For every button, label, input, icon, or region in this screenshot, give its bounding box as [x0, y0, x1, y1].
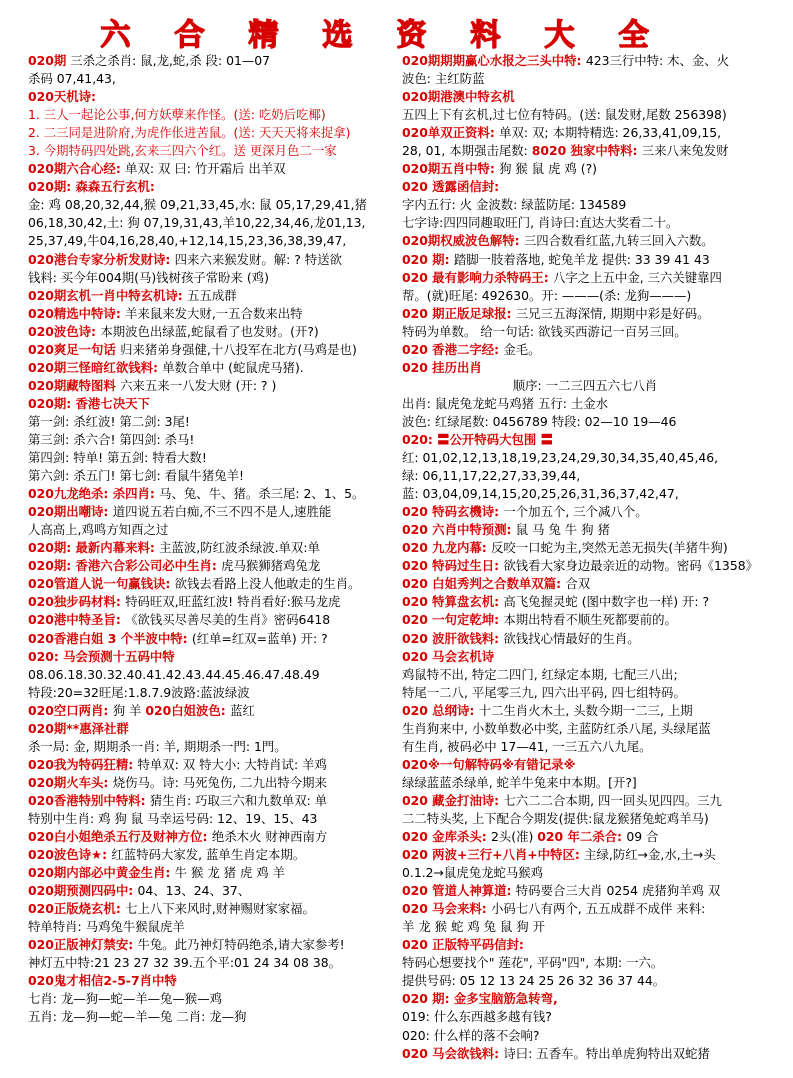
line-text: 第六剑: 杀五门! 第七剑: 看鼠牛猪兔羊! — [28, 468, 244, 484]
line-text: 红蓝特码大家发, 蓝单生肖定本期。 — [111, 847, 306, 863]
line-text: 归来猪弟身强健,十八投军在北方(马鸡是也) — [120, 341, 357, 357]
line-text: 2. 二三同是进阶府,为虎作伥进苦鼠。(送: 天天天将来捉拿) — [28, 125, 351, 141]
left-line — [28, 160, 400, 178]
section-heading: 020期: 最新内幕来料: — [28, 540, 160, 556]
section-heading: 020精选中特诗: — [28, 305, 126, 321]
line-text: 09 合 — [626, 829, 659, 845]
left-line — [28, 377, 400, 395]
line-text: 主蓝波,防红波杀绿波.单双:单 — [159, 540, 320, 556]
line-text: 狗 羊 — [112, 702, 146, 718]
left-line — [28, 287, 400, 305]
left-line — [28, 124, 400, 142]
line-text: 羊 龙 猴 蛇 鸡 兔 鼠 狗 开 — [402, 919, 546, 935]
right-line — [402, 936, 768, 954]
line-text: 狗 猴 鼠 虎 鸡 (?) — [499, 161, 597, 177]
left-line — [28, 756, 400, 774]
section-heading: 020期五肖中特: — [402, 161, 500, 177]
section-heading: 020 挂历出肖 — [402, 359, 482, 375]
right-line — [402, 449, 768, 467]
line-text: 出肖: 鼠虎兔龙蛇马鸡猪 五行: 土金水 — [402, 395, 609, 411]
left-line — [28, 575, 400, 593]
line-text: 四来六来猴发财。解: ? 特送欲 — [174, 251, 342, 267]
left-line — [28, 395, 400, 413]
line-text: 钱料: 买今年004期(马)钱树孩子常盼来 (鸡) — [28, 269, 269, 285]
section-heading: 020期港澳中特玄机 — [402, 89, 515, 105]
line-text: 019: 什么东西越多越有钱? — [402, 1009, 552, 1025]
left-line — [28, 70, 400, 88]
right-line — [402, 305, 768, 323]
line-text: 欲钱去看路上没人他敢走的生肖。 — [174, 576, 361, 592]
line-text: 三来八来兔发财 — [641, 143, 729, 159]
line-text: 特单双: 双 特大小: 大特肖试: 羊鸡 — [137, 756, 327, 772]
left-line — [28, 232, 400, 250]
section-heading: 020 期正版足球报: — [402, 305, 516, 321]
left-line — [28, 251, 400, 269]
left-line — [28, 142, 400, 160]
line-text: 七肖: 龙—狗—蛇—羊—兔—猴—鸡 — [28, 991, 222, 1007]
section-heading: 020期三怪暗红欲钱料: — [28, 359, 163, 375]
section-heading: 020: 马会预测十五码中特 — [28, 648, 175, 664]
right-line — [402, 611, 768, 629]
section-heading: 020 特码玄機诗: — [402, 504, 504, 520]
left-line — [28, 431, 400, 449]
left-column — [28, 52, 400, 1027]
right-line — [402, 720, 768, 738]
right-line — [402, 287, 768, 305]
line-text: 06,18,30,42,土: 狗 07,19,31,43,羊10,22,34,46,龙01,13, — [28, 215, 366, 231]
section-heading: 020 金库杀头: — [402, 829, 492, 845]
left-line — [28, 449, 400, 467]
section-heading: 020独步码材料: — [28, 594, 126, 610]
line-text: 顺序: 一二三四五六七八肖 — [512, 377, 658, 393]
page-title: 六合精选资料大全 — [100, 18, 693, 53]
section-heading: 020白小姐绝杀五行及财神方位: — [28, 829, 212, 845]
section-heading: 020期预测四码中: — [28, 883, 138, 899]
section-heading: 020 正版特平码信封: — [402, 937, 524, 953]
section-heading: 020期: 香港六合彩公司必中生肖: — [28, 558, 222, 574]
line-text: (红单=红双=蓝单) 开: ? — [191, 630, 328, 646]
section-heading: 020 管道人神算道: — [402, 883, 516, 899]
section-heading: 020香港特别中特料: — [28, 792, 150, 808]
line-text: 小码七八有两个, 五五成群不成伴 来料: — [491, 901, 706, 917]
left-line — [28, 630, 400, 648]
left-line — [28, 828, 400, 846]
line-text: 423三行中特: 木、金、火 — [585, 53, 730, 68]
right-line — [402, 413, 768, 431]
line-text: 特尾一二八, 平尾零三九, 四六出平码, 四七组特码。 — [402, 684, 686, 700]
left-line — [28, 990, 400, 1008]
section-heading: 020期: 香港七决天下 — [28, 395, 150, 411]
right-line — [402, 160, 768, 178]
line-text: 特码心想要找个" 莲花", 平码"四", 本期: 一六。 — [402, 955, 664, 971]
right-line — [402, 792, 768, 810]
left-line — [28, 521, 400, 539]
line-text: 蓝: 03,04,09,14,15,20,25,26,31,36,37,42,47, — [402, 486, 679, 502]
line-text: 杀码 07,41,43, — [28, 71, 116, 87]
line-text: 神灯五中特:21 23 27 32 39.五个平:01 24 34 08 38。 — [28, 955, 341, 971]
line-text: 三兄三五海深情, 期期中彩是好码。 — [515, 305, 710, 321]
line-text: 牛 猴 龙 猪 虎 鸡 羊 — [174, 865, 286, 881]
section-heading: 020正版神灯禁安: — [28, 937, 138, 953]
left-line — [28, 214, 400, 232]
left-line — [28, 341, 400, 359]
line-text: 蓝红 — [230, 702, 255, 718]
section-heading: 020 年二杀合: — [537, 829, 627, 845]
section-heading: 020期火车头: — [28, 774, 113, 790]
section-heading: 020期 — [28, 53, 67, 68]
right-line — [402, 738, 768, 756]
line-text: 牛兔。此乃神灯特码绝杀,请大家参考! — [137, 937, 345, 953]
left-line — [28, 106, 400, 124]
right-line — [402, 846, 768, 864]
line-text: 人高高上,鸡鸣方知酉之过 — [28, 522, 169, 538]
right-line — [402, 1045, 768, 1063]
line-text: 十二生肖火木土, 头数今期一二三, 上期 — [478, 702, 693, 718]
section-heading: 020期期期赢心水报之三头中特: — [402, 53, 586, 68]
line-text: 28, 01, 本期强击尾数: — [402, 143, 532, 159]
right-line — [402, 900, 768, 918]
line-text: 25,37,49,牛04,16,28,40,+12,14,15,23,36,38,39,47, — [28, 233, 347, 249]
left-line — [28, 702, 400, 720]
line-text: 绿: 06,11,17,22,27,33,39,44, — [402, 468, 581, 484]
right-line — [402, 214, 768, 232]
line-text: 字内五行: 火 金波数: 绿蓝防尾: 134589 — [402, 197, 627, 213]
section-heading: 020期出嘲诗: — [28, 504, 113, 520]
right-line — [402, 70, 768, 88]
section-heading: 020波色诗: — [28, 323, 101, 339]
right-line — [402, 485, 768, 503]
left-line — [28, 52, 400, 70]
section-heading: 020 九龙内幕: — [402, 540, 492, 556]
right-line — [402, 918, 768, 936]
line-text: 2头(准) — [491, 829, 538, 845]
section-heading: 020期藏特图料 — [28, 377, 121, 393]
right-line — [402, 503, 768, 521]
right-line — [402, 521, 768, 539]
line-text: 特码要合三大肖 0254 虎猪狗羊鸡 双 — [515, 883, 721, 899]
right-line — [402, 990, 768, 1008]
section-heading: 8020 独家中特料: — [531, 143, 642, 159]
section-heading: 020期**惠泽社群 — [28, 720, 129, 736]
section-heading: 020期六合心经: — [28, 161, 126, 177]
line-text: 一个加五个, 三个减八个。 — [503, 504, 648, 520]
line-text: 有生肖, 被码必中 17—41, 一三五六八九尾。 — [402, 738, 652, 754]
line-text: 六来五来一八发大财 (开: ? ) — [120, 377, 277, 393]
line-text: 特别中生肖: 鸡 狗 鼠 马幸运号码: 12、19、15、43 — [28, 810, 318, 826]
line-text: 特码旺双,旺蓝红波! 特肖看好:猴马龙虎 — [125, 594, 341, 610]
left-line — [28, 774, 400, 792]
line-text: 绝杀木火 财神西南方 — [211, 829, 328, 845]
line-text: 本期波色出绿蓝,蛇鼠看了也发财。(开?) — [100, 323, 319, 339]
left-line — [28, 810, 400, 828]
section-heading: 020港台专家分析发财诗: — [28, 251, 175, 267]
line-text: 020: 什么样的落不会响? — [402, 1027, 540, 1043]
right-line — [402, 377, 768, 395]
line-text: 第一剑: 杀红波! 第二剑: 3尾! — [28, 413, 190, 429]
left-line — [28, 882, 400, 900]
left-line — [28, 936, 400, 954]
right-line — [402, 341, 768, 359]
line-text: 波色: 主红防蓝 — [402, 71, 485, 87]
line-text: 波色: 红绿尾数: 0456789 特段: 02—10 19—46 — [402, 413, 677, 429]
section-heading: 020期内部必中黄金生肖: — [28, 865, 175, 881]
line-text: 鼠 马 兔 牛 狗 猪 — [515, 522, 610, 538]
right-line — [402, 232, 768, 250]
line-text: 04、13、24、37、 — [137, 883, 251, 899]
section-heading: 020九龙绝杀: 杀四肖: — [28, 486, 160, 502]
line-text: 马、兔、牛、猪。杀三尾: 2、1、5。 — [159, 486, 365, 502]
left-line — [28, 196, 400, 214]
line-text: 高飞兔握灵蛇 (图中数字也一样) 开: ? — [503, 594, 710, 610]
line-text: 第四剑: 特单! 第五剑: 特看大数! — [28, 450, 207, 466]
section-heading: 020期: 森森五行玄机: — [28, 179, 155, 195]
line-text: 单双: 双; 本期特精选: 26,33,41,09,15, — [499, 125, 722, 141]
section-heading: 020 最有影响力杀特码王: — [402, 269, 553, 285]
section-heading: 020: 〓公开特码大包围 〓 — [402, 431, 553, 447]
line-text: 《欲钱买尽善尽美的生肖》密码6418 — [125, 612, 331, 628]
right-line — [402, 684, 768, 702]
section-heading: 020期权威波色解特: — [402, 233, 524, 249]
right-line — [402, 702, 768, 720]
line-text: 踏脚一肢着落地, 蛇兔羊龙 提供: 33 39 41 43 — [453, 251, 710, 267]
section-heading: 020 一句定乾坤: — [402, 612, 504, 628]
section-heading: 020 马会欲钱料: — [402, 1045, 504, 1061]
line-text: 猜生肖: 巧取三六和九数单双: 单 — [149, 792, 328, 808]
section-heading: 020爽足一句话 — [28, 341, 121, 357]
line-text: 08.06.18.30.32.40.41.42.43.44.45.46.47.48.49 — [28, 666, 320, 682]
section-heading: 020 特码过生日: — [402, 558, 504, 574]
left-line — [28, 900, 400, 918]
left-line — [28, 738, 400, 756]
left-line — [28, 178, 400, 196]
section-heading: 020港中特圣旨: — [28, 612, 126, 628]
left-line — [28, 88, 400, 106]
left-line — [28, 269, 400, 287]
right-line — [402, 954, 768, 972]
line-text: 合双 — [565, 576, 591, 592]
right-line — [402, 666, 768, 684]
right-line — [402, 557, 768, 575]
line-text: 杀一局: 金, 期期杀一肖: 羊, 期期杀一門: 1門。 — [28, 738, 287, 754]
line-text: 第三剑: 杀六合! 第四剑: 杀马! — [28, 431, 195, 447]
line-text: 羊来鼠来发大财,一五合数来出特 — [125, 305, 303, 321]
section-heading: 020单双正资料: — [402, 125, 500, 141]
section-heading: 020 波肝欲钱料: — [402, 630, 504, 646]
right-line — [402, 359, 768, 377]
right-column — [402, 52, 768, 1063]
line-text: 八字之上五中金, 三六关键靠四 — [552, 269, 722, 285]
right-line — [402, 648, 768, 666]
right-line — [402, 124, 768, 142]
section-heading: 020 透露函信封: — [402, 179, 500, 195]
section-heading: 020鬼才相信2-5-7肖中特 — [28, 973, 177, 989]
line-text: 单双: 双 曰: 竹开霜后 出羊双 — [125, 161, 286, 177]
right-line — [402, 882, 768, 900]
line-text: 诗曰: 五香车。特出单虎狗特出双蛇猪 — [503, 1045, 710, 1061]
line-text: 二二特头奖, 上下配合今期发(提供:鼠龙猴猪兔蛇鸡羊马) — [402, 810, 709, 826]
line-text: 五肖: 龙—狗—蛇—羊—兔 二肖: 龙—狗 — [28, 1009, 247, 1025]
right-line — [402, 251, 768, 269]
section-heading: 020我为特码狂精: — [28, 756, 138, 772]
line-text: 道四说五若白痴,不三不四不是人,速胜能 — [112, 504, 332, 520]
section-heading: 020 总纲诗: — [402, 702, 479, 718]
line-text: 金: 鸡 08,20,32,44,猴 09,21,33,45,水: 鼠 05,17,29,41,猪 — [28, 197, 367, 213]
left-line — [28, 684, 400, 702]
section-heading: 020 六肖中特预测: — [402, 522, 516, 538]
right-line — [402, 756, 768, 774]
section-heading: 020期玄机一肖中特玄机诗: — [28, 287, 188, 303]
right-line — [402, 630, 768, 648]
line-text: 特码为单数。 给一句话: 欲钱买西游记一百另三回。 — [402, 323, 687, 339]
right-line — [402, 593, 768, 611]
left-line — [28, 864, 400, 882]
section-heading: 020空口两肖: — [28, 702, 113, 718]
line-text: 特段:20=32旺尾:1.8.7.9波路:蓝波绿波 — [28, 684, 250, 700]
line-text: 三杀之杀肖: 鼠,龙,蛇,杀 段: 01—07 — [66, 53, 271, 68]
line-text: 本期出特看不顺生死都要前的。 — [503, 612, 677, 628]
left-line — [28, 954, 400, 972]
right-line — [402, 431, 768, 449]
left-line — [28, 557, 400, 575]
left-line — [28, 539, 400, 557]
left-line — [28, 972, 400, 990]
line-text: 3. 今期特码四处跳,玄来三四六个红。送 更深月色二一家 — [28, 143, 337, 159]
right-line — [402, 828, 768, 846]
left-line — [28, 648, 400, 666]
left-line — [28, 918, 400, 936]
section-heading: 020 特算盘玄机: — [402, 594, 504, 610]
line-text: 五五成群 — [187, 287, 237, 303]
section-heading: 020※一句解特码※有错记录※ — [402, 756, 576, 772]
left-line — [28, 611, 400, 629]
left-line — [28, 305, 400, 323]
line-text: 欲钱看大家身边最亲近的动物。密码《1358》 — [503, 558, 758, 574]
right-line — [402, 539, 768, 557]
right-line — [402, 142, 768, 160]
right-line — [402, 1027, 768, 1045]
line-text: 五四上下有玄机,过七位有特码。(送: 鼠发财,尾数 256398) — [402, 107, 727, 123]
left-line — [28, 503, 400, 521]
left-line — [28, 593, 400, 611]
section-heading: 020 期: 金多宝脑筋急转弯, — [402, 991, 558, 1007]
right-line — [402, 575, 768, 593]
line-text: 虎马猴狮猪鸡兔龙 — [221, 558, 321, 574]
line-text: 欲钱找心情最好的生肖。 — [503, 630, 640, 646]
line-text: 生肖狗来中, 小数单数必中奖, 主蓝防红杀八尾, 头绿尾蓝 — [402, 720, 711, 736]
section-heading: 020管道人说一句赢钱诀: — [28, 576, 175, 592]
line-text: 七上八下来风时,财神赐财家家福。 — [125, 901, 315, 917]
left-line — [28, 846, 400, 864]
line-text: 反咬一口蛇为主,突然无恙无损失(羊猪牛狗) — [491, 540, 728, 556]
right-line — [402, 178, 768, 196]
line-text: 0.1.2→鼠虎兔龙蛇马猴鸡 — [402, 865, 544, 881]
line-text: 帮。(就)旺尾: 492630。开: ———(杀: 龙狗———) — [402, 287, 692, 303]
right-line — [402, 864, 768, 882]
right-line — [402, 88, 768, 106]
line-text: 金毛。 — [503, 341, 541, 357]
left-line — [28, 485, 400, 503]
line-text: 主绿,防红→金,水,土→头 — [584, 847, 716, 863]
line-text: 红: 01,02,12,13,18,19,23,24,29,30,34,35,40,45,46, — [402, 450, 719, 466]
line-text: 鸡鼠特不出, 特定二四门, 红绿定本期, 七配三八出; — [402, 666, 678, 682]
section-heading: 020 两波+三行+八肖+中特区: — [402, 847, 585, 863]
section-heading: 020正版烧玄机: — [28, 901, 126, 917]
right-line — [402, 774, 768, 792]
left-line — [28, 720, 400, 738]
right-line — [402, 467, 768, 485]
right-line — [402, 1008, 768, 1026]
right-line — [402, 395, 768, 413]
line-text: 特单特肖: 马鸡兔牛猴鼠虎羊 — [28, 919, 185, 935]
right-line — [402, 196, 768, 214]
line-text: 三四合数看红蓝,九转三回入六数。 — [523, 233, 714, 249]
left-line — [28, 413, 400, 431]
line-text: 1. 三人一起论公事,何方妖孽来作怪。(送: 吃奶后吃椰) — [28, 107, 326, 123]
section-heading: 020 香港二字经: — [402, 341, 504, 357]
right-line — [402, 323, 768, 341]
line-text: 七字诗:四四同趣取旺门, 肖诗曰:直达大奖看二十。 — [402, 215, 679, 231]
left-line — [28, 792, 400, 810]
left-line — [28, 666, 400, 684]
left-line — [28, 467, 400, 485]
right-line — [402, 810, 768, 828]
left-line — [28, 359, 400, 377]
right-line — [402, 972, 768, 990]
section-heading: 020 藏金打油诗: — [402, 792, 504, 808]
section-heading: 020 白姐秀判之合数单双篇: — [402, 576, 566, 592]
line-text: 提供号码: 05 12 13 24 25 26 32 36 37 44。 — [402, 973, 666, 989]
right-line — [402, 106, 768, 124]
section-heading: 020 马会来料: — [402, 901, 492, 917]
section-heading: 020香港白姐 3 个半波中特: — [28, 630, 192, 646]
left-line — [28, 1008, 400, 1026]
left-line — [28, 323, 400, 341]
line-text: 烧伤马。诗: 马死兔伤, 二九出特今期来 — [112, 774, 327, 790]
section-heading: 020天机诗: — [28, 89, 96, 105]
line-text: 单数合单中 (蛇鼠虎马猪). — [162, 359, 304, 375]
line-text: 七六二二合本期, 四一回头见四四。三九 — [503, 792, 722, 808]
right-line — [402, 52, 768, 70]
section-heading: 020 期: — [402, 251, 454, 267]
section-heading: 020白姐波色: — [145, 702, 231, 718]
section-heading: 020 马会玄机诗 — [402, 648, 495, 664]
right-line — [402, 269, 768, 287]
section-heading: 020波色诗★: — [28, 847, 112, 863]
line-text: 绿绿蓝蓝杀绿单, 蛇羊牛兔来中本期。[开?] — [402, 774, 637, 790]
